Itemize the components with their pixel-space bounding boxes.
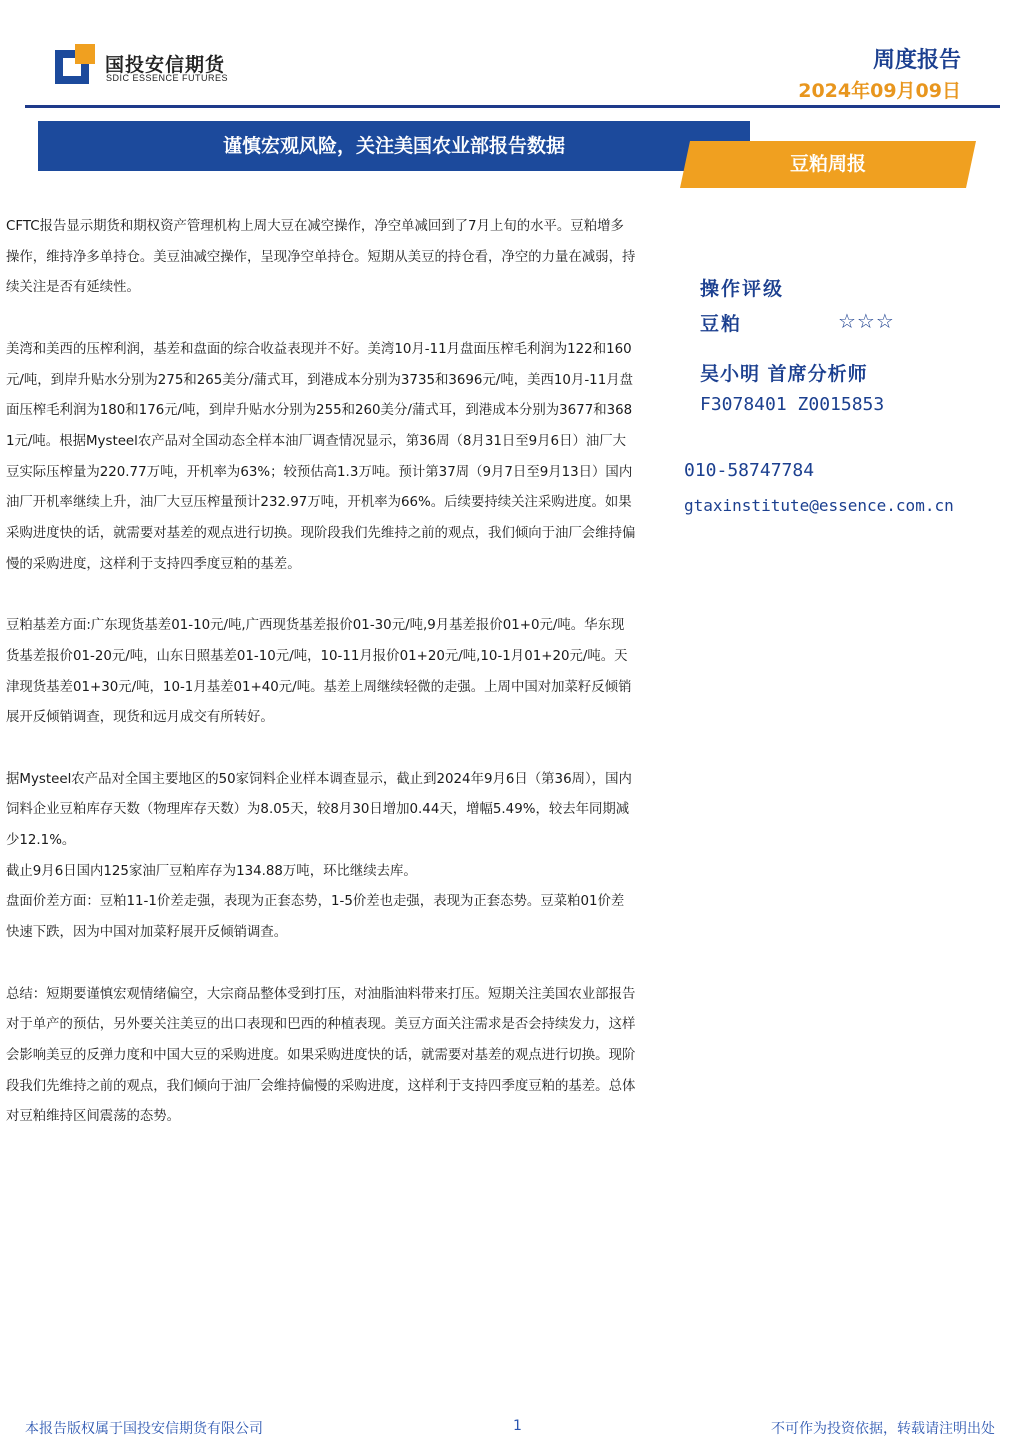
rating-label: 操作评级 [700, 278, 785, 300]
category-banner [680, 141, 976, 188]
category-title: 豆粕周报 [789, 153, 866, 175]
analyst-name: 吴小明 首席分析师 [700, 363, 868, 385]
report-type: 周度报告 [872, 48, 961, 73]
company-logo [55, 40, 235, 90]
paragraph-feed-inventory: 据Mysteel农产品对全国主要地区的50家饲料企业样本调查显示，截止到2024年9月6日（第36周），国内饲料企业豆粕库存天数（物理库存天数）为8.05天，较8月30日增加0.44天，增幅5.49%，较去年同期减少12.1%。 [6, 771, 632, 849]
contact-email[interactable]: gtaxinstitute@essence.com.cn [684, 496, 954, 515]
footer-disclaimer: 不可作为投资依据，转载请注明出处 [771, 1421, 995, 1437]
rating-item: 豆粕 [700, 313, 743, 335]
star-rating-icon: ☆☆☆ [838, 309, 895, 333]
paragraph-crush-margin: 美湾和美西的压榨利润，基差和盘面的综合收益表现并不好。美湾10月-11月盘面压榨毛利润为122和160元/吨，到岸升贴水分别为275和265美分/蒲式耳，到港成本分别为3735和3696元/吨，美西10月-11月盘面压榨毛利润为180和176元/吨，到岸升贴水分别为255和260美分/蒲式耳，到港成本分别为3677和3681元/吨。根据Mysteel农产品对全国动态全样本油厂调查情况显示，第36周（8月31日至9月6日）油厂大豆实际压榨量为220.77万吨，开机率为63%；较预估高1.3万吨。预计第37周（9月7日至9月13日）国内油厂开机率继续上升，油厂大豆压榨量预计232.97万吨，开机率为66%。后续要持续关注采购进度。如果采购进度快的话，就需要对基差的观点进行切换。现阶段我们先维持之前的观点，我们倾向于油厂会维持偏慢的采购进度，这样利于支持四季度豆粕的基差。 [6, 341, 636, 572]
paragraph-summary: 总结：短期要谨慎宏观情绪偏空，大宗商品整体受到打压，对油脂油料带来打压。短期关注美国农业部报告对于单产的预估，另外要关注美豆的出口表现和巴西的种植表现。美豆方面关注需求是否会持续发力，这样会影响美豆的反弹力度和中国大豆的采购进度。如果采购进度快的话，就需要对基差的观点进行切换。现阶段我们先维持之前的观点，我们倾向于油厂会维持偏慢的采购进度，这样利于支持四季度豆粕的基差。总体对豆粕维持区间震荡的态势。 [6, 986, 636, 1125]
page-number: 1 [513, 1418, 522, 1434]
report-body [6, 212, 636, 1133]
report-date: 2024年09月09日 [798, 80, 961, 102]
paragraph-basis: 豆粕基差方面:广东现货基差01-10元/吨,广西现货基差报价01-30元/吨,9月基差报价01+0元/吨。华东现货基差报价01-20元/吨，山东日照基差01-10元/吨，10-11月报价01+20元/吨,10-1月01+20元/吨。天津现货基差01+30元/吨，10-1月基差01+40元/吨。基差上周继续轻微的走强。上周中国对加菜籽反倾销展开反倾销调查，现货和远月成交有所转好。 [6, 618, 632, 726]
sidebar [700, 274, 1010, 415]
paragraph-oil-mill-inventory: 截止9月6日国内125家油厂豆粕库存为134.88万吨，环比继续去库。 [6, 863, 417, 879]
report-title: 谨慎宏观风险，关注美国农业部报告数据 [222, 135, 565, 157]
logo-icon [55, 44, 95, 84]
paragraph-spread: 盘面价差方面：豆粕11-1价差走强，表现为正套态势，1-5价差也走强，表现为正套态势。豆菜粕01价差快速下跌，因为中国对加菜籽展开反倾销调查。 [6, 894, 625, 941]
logo-en-text: SDIC ESSENCE FUTURES [106, 73, 229, 83]
title-banner [38, 121, 750, 171]
analyst-license: F3078401 Z0015853 [700, 394, 885, 415]
header-divider [25, 105, 1000, 108]
rating-row [700, 309, 1010, 339]
paragraph-cftc: CFTC报告显示期货和期权资产管理机构上周大豆在减空操作，净空单减回到了7月上旬的水平。豆粕增多操作，维持净多单持仓。美豆油减空操作，呈现净空单持仓。短期从美豆的持仓看，净空的力量在减弱，持续关注是否有延续性。 [6, 219, 636, 296]
logo-cn-text: 国投安信期货 [105, 54, 226, 76]
contact-phone: 010-58747784 [684, 460, 815, 481]
footer-copyright: 本报告版权属于国投安信期货有限公司 [25, 1421, 263, 1437]
